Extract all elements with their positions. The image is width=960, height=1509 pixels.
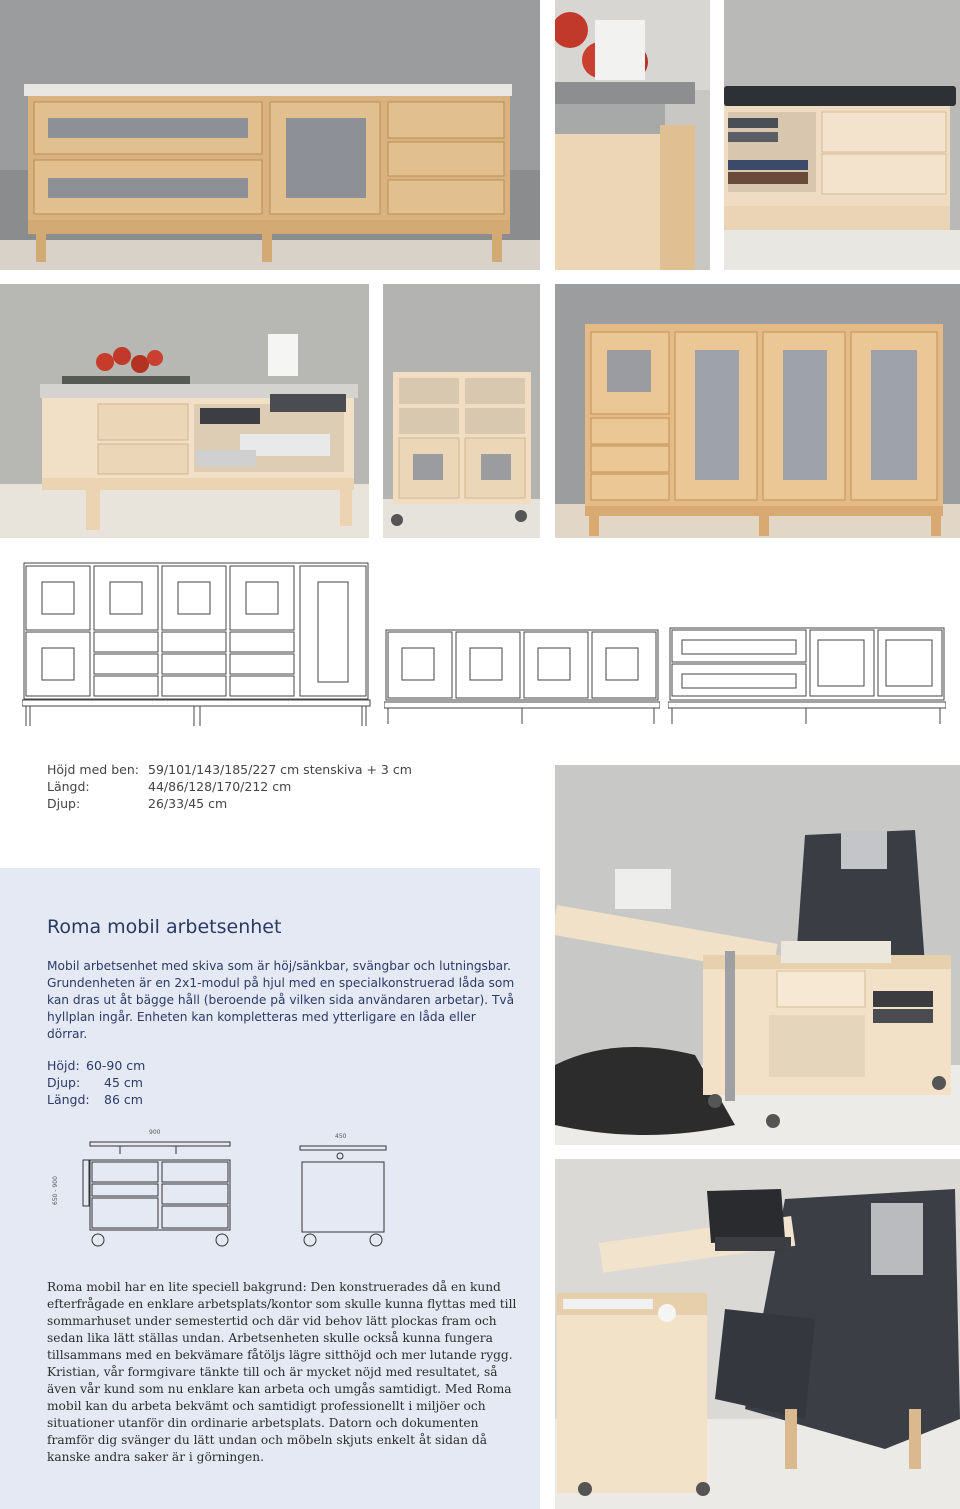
photo-tv-bench (0, 284, 369, 538)
spec-label: Djup: (47, 1075, 81, 1090)
drawing-sideboard-doors (384, 628, 660, 728)
mobile-spec-length (47, 1092, 143, 1107)
mobile-spec-depth (47, 1075, 143, 1090)
spec-height (47, 762, 412, 777)
spec-value: 60-90 cm (86, 1058, 146, 1073)
photo-bench-unit (724, 0, 960, 270)
dim-side-width: 450 (335, 1133, 347, 1140)
drawing-mobile-front (80, 1136, 240, 1250)
product-intro: Mobil arbetsenhet med skiva som är höj/sänkbar, svängbar och lutningsbar. Grundenheten är en 2x1-modul på hjul med en specialkonstruerad låda som kan dras ut åt bägge håll (beroende på vilken sida användaren arbetar). Två hyllplan ingår. Enheten kan kompletteras med ytterligare en låda eller dörrar. (47, 959, 515, 1041)
spec-value: 45 cm (104, 1075, 143, 1090)
spec-label: Höjd med ben: (47, 762, 139, 777)
photo-highboard (555, 284, 960, 538)
photo-mobile-unit-laptop (555, 765, 960, 1145)
spec-label: Djup: (47, 796, 81, 811)
photo-mobile-shelf (383, 284, 540, 538)
photo-drawer-detail (555, 0, 710, 270)
drawing-sideboard-drawers (668, 626, 946, 728)
spec-label: Höjd: (47, 1058, 80, 1073)
spec-value: 26/33/45 cm (148, 796, 228, 811)
photo-armchair-workstation (555, 1159, 960, 1509)
spec-label: Längd: (47, 779, 90, 794)
mobile-spec-height (47, 1058, 146, 1073)
dim-front-width: 900 (149, 1129, 161, 1136)
dim-height: 650 - 900 (52, 1176, 59, 1205)
spec-label: Längd: (47, 1092, 90, 1107)
drawing-mobile-side (296, 1140, 390, 1250)
drawing-highboard-front (22, 560, 372, 730)
product-title: Roma mobil arbetsenhet (47, 916, 282, 938)
spec-value: 86 cm (104, 1092, 143, 1107)
spec-length (47, 779, 292, 794)
spec-depth (47, 796, 228, 811)
photo-sideboard-oak (0, 0, 540, 270)
spec-value: 59/101/143/185/227 cm stenskiva + 3 cm (148, 762, 412, 777)
spec-value: 44/86/128/170/212 cm (148, 779, 292, 794)
product-story: Roma mobil har en lite speciell bakgrund: Den konstruerades då en kund efterfrågade en enklare arbetsplats/kontor som skulle kunna flyttas med till sommarhuset under semestertid och där vid behov lätt plockas fram och sedan lika lätt ställas undan. Arbetsenheten skulle också kunna fungera tillsammans med en bekvämare fåtöljs lägre sitthöjd och mer lutande rygg. Kristian, vår formgivare tänkte till och är mycket nöjd med resultatet, så även vår kund som nu enklare kan arbeta och umgås samtidigt. Med Roma mobil kan du arbeta bekvämt och samtidigt professionellt i miljöer och situationer utanför din ordinarie arbetsplats. Datorn och dokumenten framför dig svänger du lätt undan och möbeln skjuts enkelt åt sidan då kanske andra saker är i görningen. (47, 1280, 517, 1464)
